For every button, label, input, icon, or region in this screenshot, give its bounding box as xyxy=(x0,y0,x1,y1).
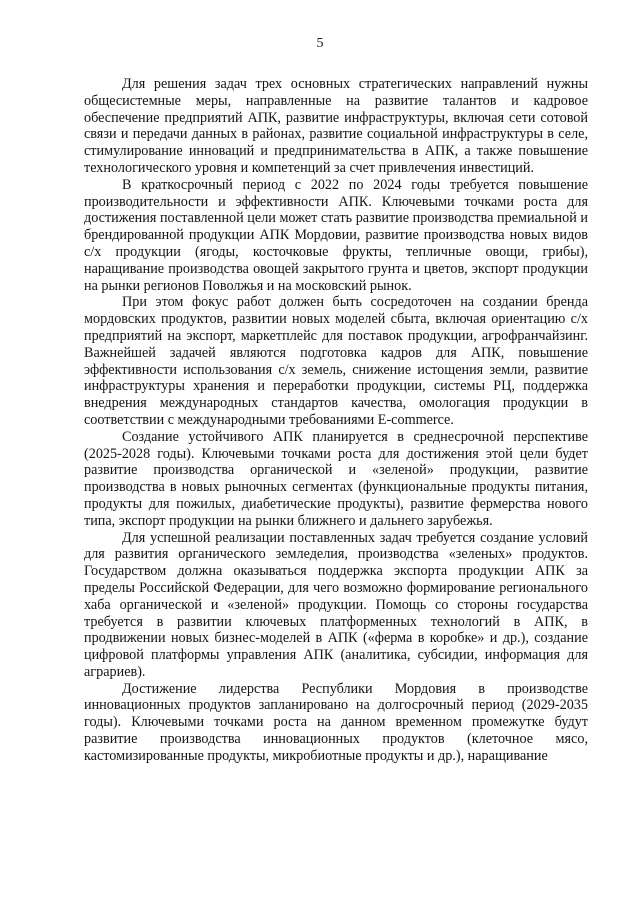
paragraph: Для успешной реализации поставленных задач требуется создание условий для развития органического земледелия, производства «зеленых» продуктов. Государством должна оказываться поддержка экспорта продукции АПК за пределы Российской Федерации, для чего возможно формирование регионального хаба органической и «зеленой» продукции. Помощь со стороны государства требуется в развитии ключевых платформенных технологий в АПК, в продвижении новых бизнес-моделей в АПК («ферма в коробке» и др.), создание цифровой платформы управления АПК (аналитика, субсидии, информация для аграриев). xyxy=(84,529,588,680)
paragraph: При этом фокус работ должен быть сосредоточен на создании бренда мордовских продуктов, развитии новых моделей сбыта, включая ориентацию с/х предприятий на экспорт, маркетплейс для поставок продукции, агрофранчайзинг. Важнейшей задачей являются подготовка кадров для АПК, повышение эффективности использования с/х земель, снижение истощения земли, развитие инфраструктуры хранения и переработки продукции, системы РЦ, поддержка внедрения международных стандартов качества, омологация продукции в соответствии с международными требованиями E-commerce. xyxy=(84,294,588,428)
document-body xyxy=(84,76,588,765)
paragraph: Для решения задач трех основных стратегических направлений нужны общесистемные меры, направленные на развитие талантов и кадровое обеспечение предприятий АПК, развитие инфраструктуры, включая сети сотовой связи и передачи данных в районах, развитие социальной инфраструктуры в селе, стимулирование инноваций и предпринимательства в АПК, а также повышение технологического уровня и компетенций за счет привлечения инвестиций. xyxy=(84,76,588,176)
paragraph: Создание устойчивого АПК планируется в среднесрочной перспективе (2025-2028 годы). Ключевыми точками роста для достижения этой цели будет развитие производства органической и «зеленой» продукции, развитие производства в новых рыночных сегментах (функциональные продукты питания, продукты для пожилых, диабетические продукты), развитие фермерства нового типа, экспорт продукции на рынки ближнего и дальнего зарубежья. xyxy=(84,428,588,529)
paragraph: Достижение лидерства Республики Мордовия в производстве инновационных продуктов запланировано на долгосрочный период (2029-2035 годы). Ключевыми точками роста на данном временном промежутке будут развитие производства инновационных продуктов (клеточное мясо, кастомизированные продукты, микробиотные продукты и др.), наращивание xyxy=(84,680,588,764)
page-number: 5 xyxy=(316,36,324,51)
paragraph: В краткосрочный период с 2022 по 2024 годы требуется повышение производительности и эффективности АПК. Ключевыми точками роста для достижения поставленной цели может стать развитие производства премиальной и брендированной продукции АПК Мордовии, развитие производства новых видов с/х продукции (ягоды, косточковые фрукты, тепличные овощи, грибы), наращивание производства овощей закрытого грунта и цветов, экспорт продукции на рынки регионов Поволжья и на московский рынок. xyxy=(84,176,588,294)
